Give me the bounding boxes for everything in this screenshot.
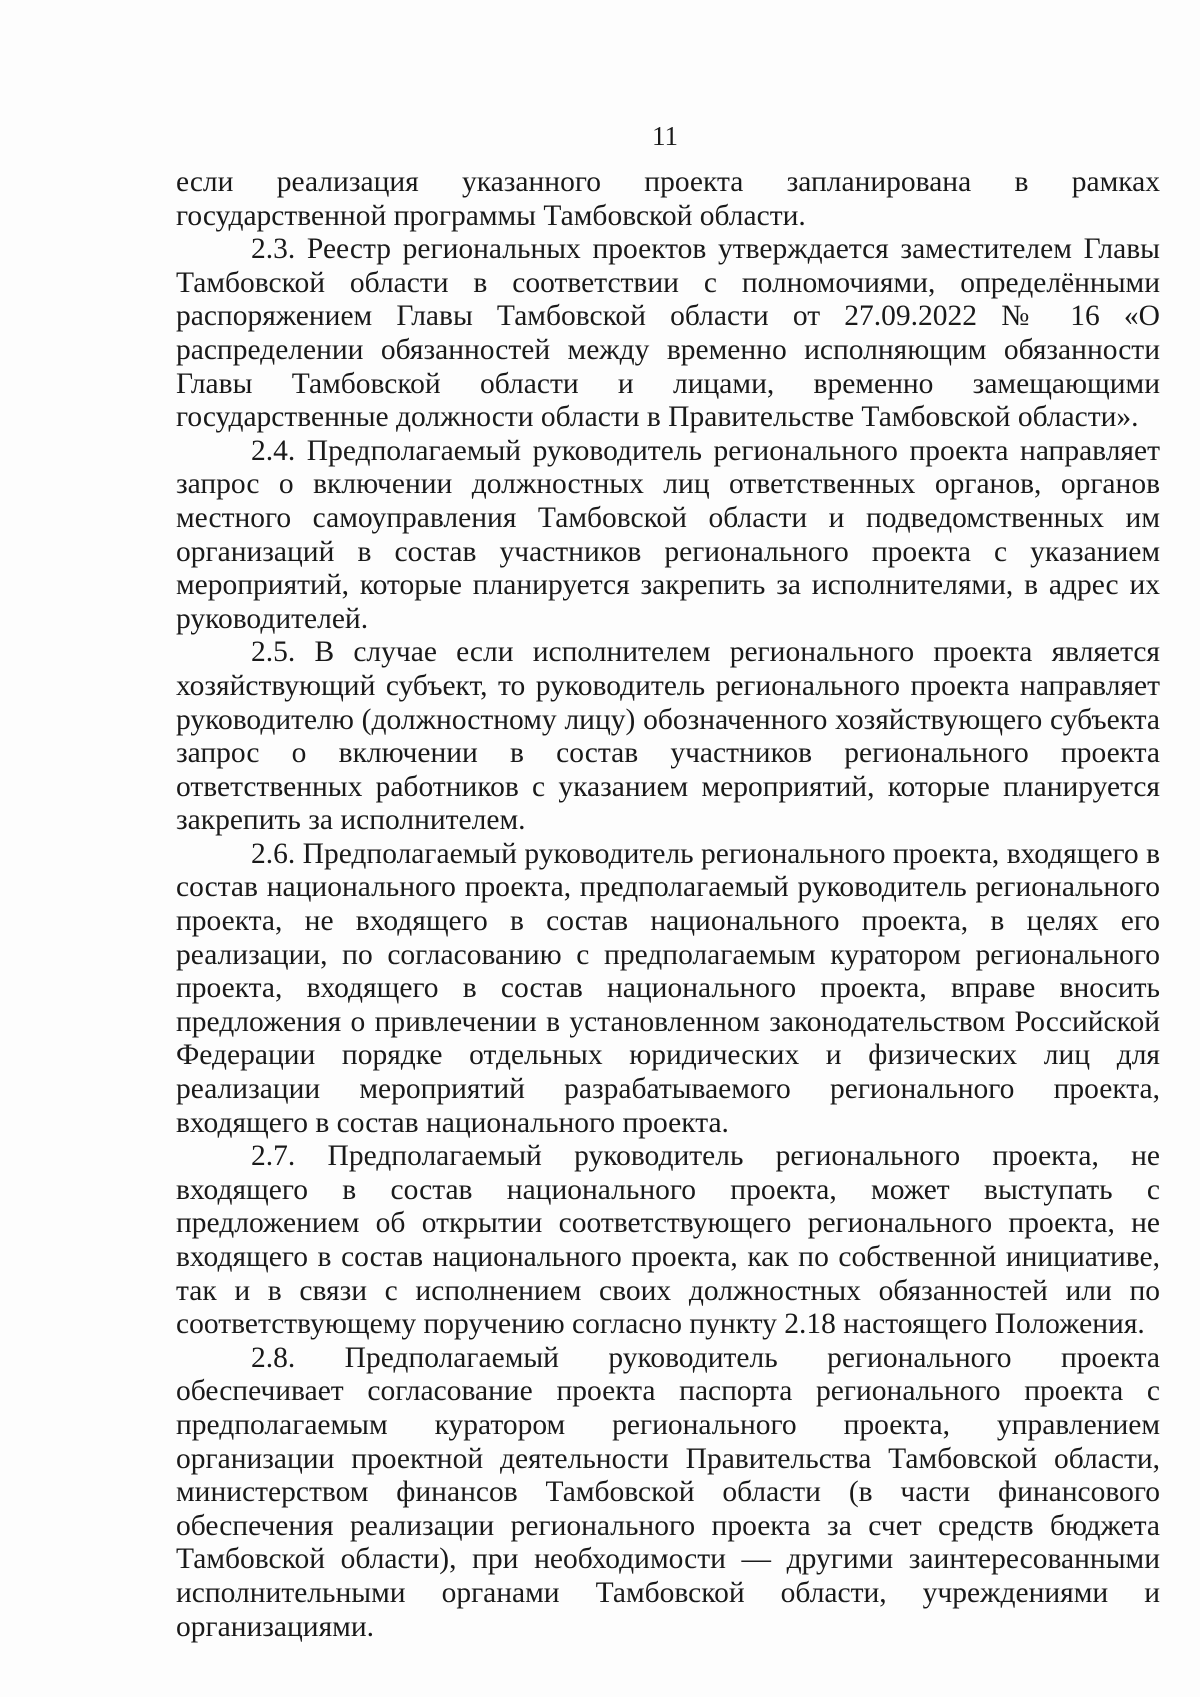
- paragraph-2-7: 2.7. Предполагаемый руководитель регионального проекта, не входящего в состав национального проекта, может выступать с предложением об открытии соответствующего регионального проекта, не входящего в состав национального проекта, как по собственной инициативе, так и в связи с исполнением своих должностных обязанностей или по соответствующему поручению согласно пункту 2.18 настоящего Положения.: [176, 1140, 1160, 1341]
- document-body: [176, 166, 1160, 1644]
- page-number: 11: [652, 121, 678, 151]
- paragraph-continuation: если реализация указанного проекта запланирована в рамках государственной программы Тамбовской области.: [176, 166, 1160, 232]
- paragraph-2-3: 2.3. Реестр региональных проектов утверждается заместителем Главы Тамбовской области в соответствии с полномочиями, определёнными распоряжением Главы Тамбовской области от 27.09.2022 № 16 «О распределении обязанностей между временно исполняющим обязанности Главы Тамбовской области и лицами, временно замещающими государственные должности области в Правительстве Тамбовской области».: [176, 233, 1160, 434]
- paragraph-2-4: 2.4. Предполагаемый руководитель регионального проекта направляет запрос о включении должностных лиц ответственных органов, органов местного самоуправления Тамбовской области и подведомственных им организаций в состав участников регионального проекта с указанием мероприятий, которые планируется закрепить за исполнителями, в адрес их руководителей.: [176, 434, 1160, 635]
- paragraph-2-6: 2.6. Предполагаемый руководитель регионального проекта, входящего в состав национального проекта, предполагаемый руководитель регионального проекта, не входящего в состав национального проекта, в целях его реализации, по согласованию с предполагаемым куратором регионального проекта, входящего в состав национального проекта, вправе вносить предложения о привлечении в установленном законодательством Российской Федерации порядке отдельных юридических и физических лиц для реализации мероприятий разрабатываемого регионального проекта, входящего в состав национального проекта.: [176, 837, 1160, 1139]
- paragraph-2-8: 2.8. Предполагаемый руководитель регионального проекта обеспечивает согласование проекта паспорта регионального проекта с предполагаемым куратором регионального проекта, управлением организации проектной деятельности Правительства Тамбовской области, министерством финансов Тамбовской области (в части финансового обеспечения реализации регионального проекта за счет средств бюджета Тамбовской области), при необходимости — другими заинтересованными исполнительными органами Тамбовской области, учреждениями и организациями.: [176, 1341, 1160, 1643]
- paragraph-2-5: 2.5. В случае если исполнителем регионального проекта является хозяйствующий субъект, то руководитель регионального проекта направляет руководителю (должностному лицу) обозначенного хозяйствующего субъекта запрос о включении в состав участников регионального проекта ответственных работников с указанием мероприятий, которые планируется закрепить за исполнителем.: [176, 636, 1160, 837]
